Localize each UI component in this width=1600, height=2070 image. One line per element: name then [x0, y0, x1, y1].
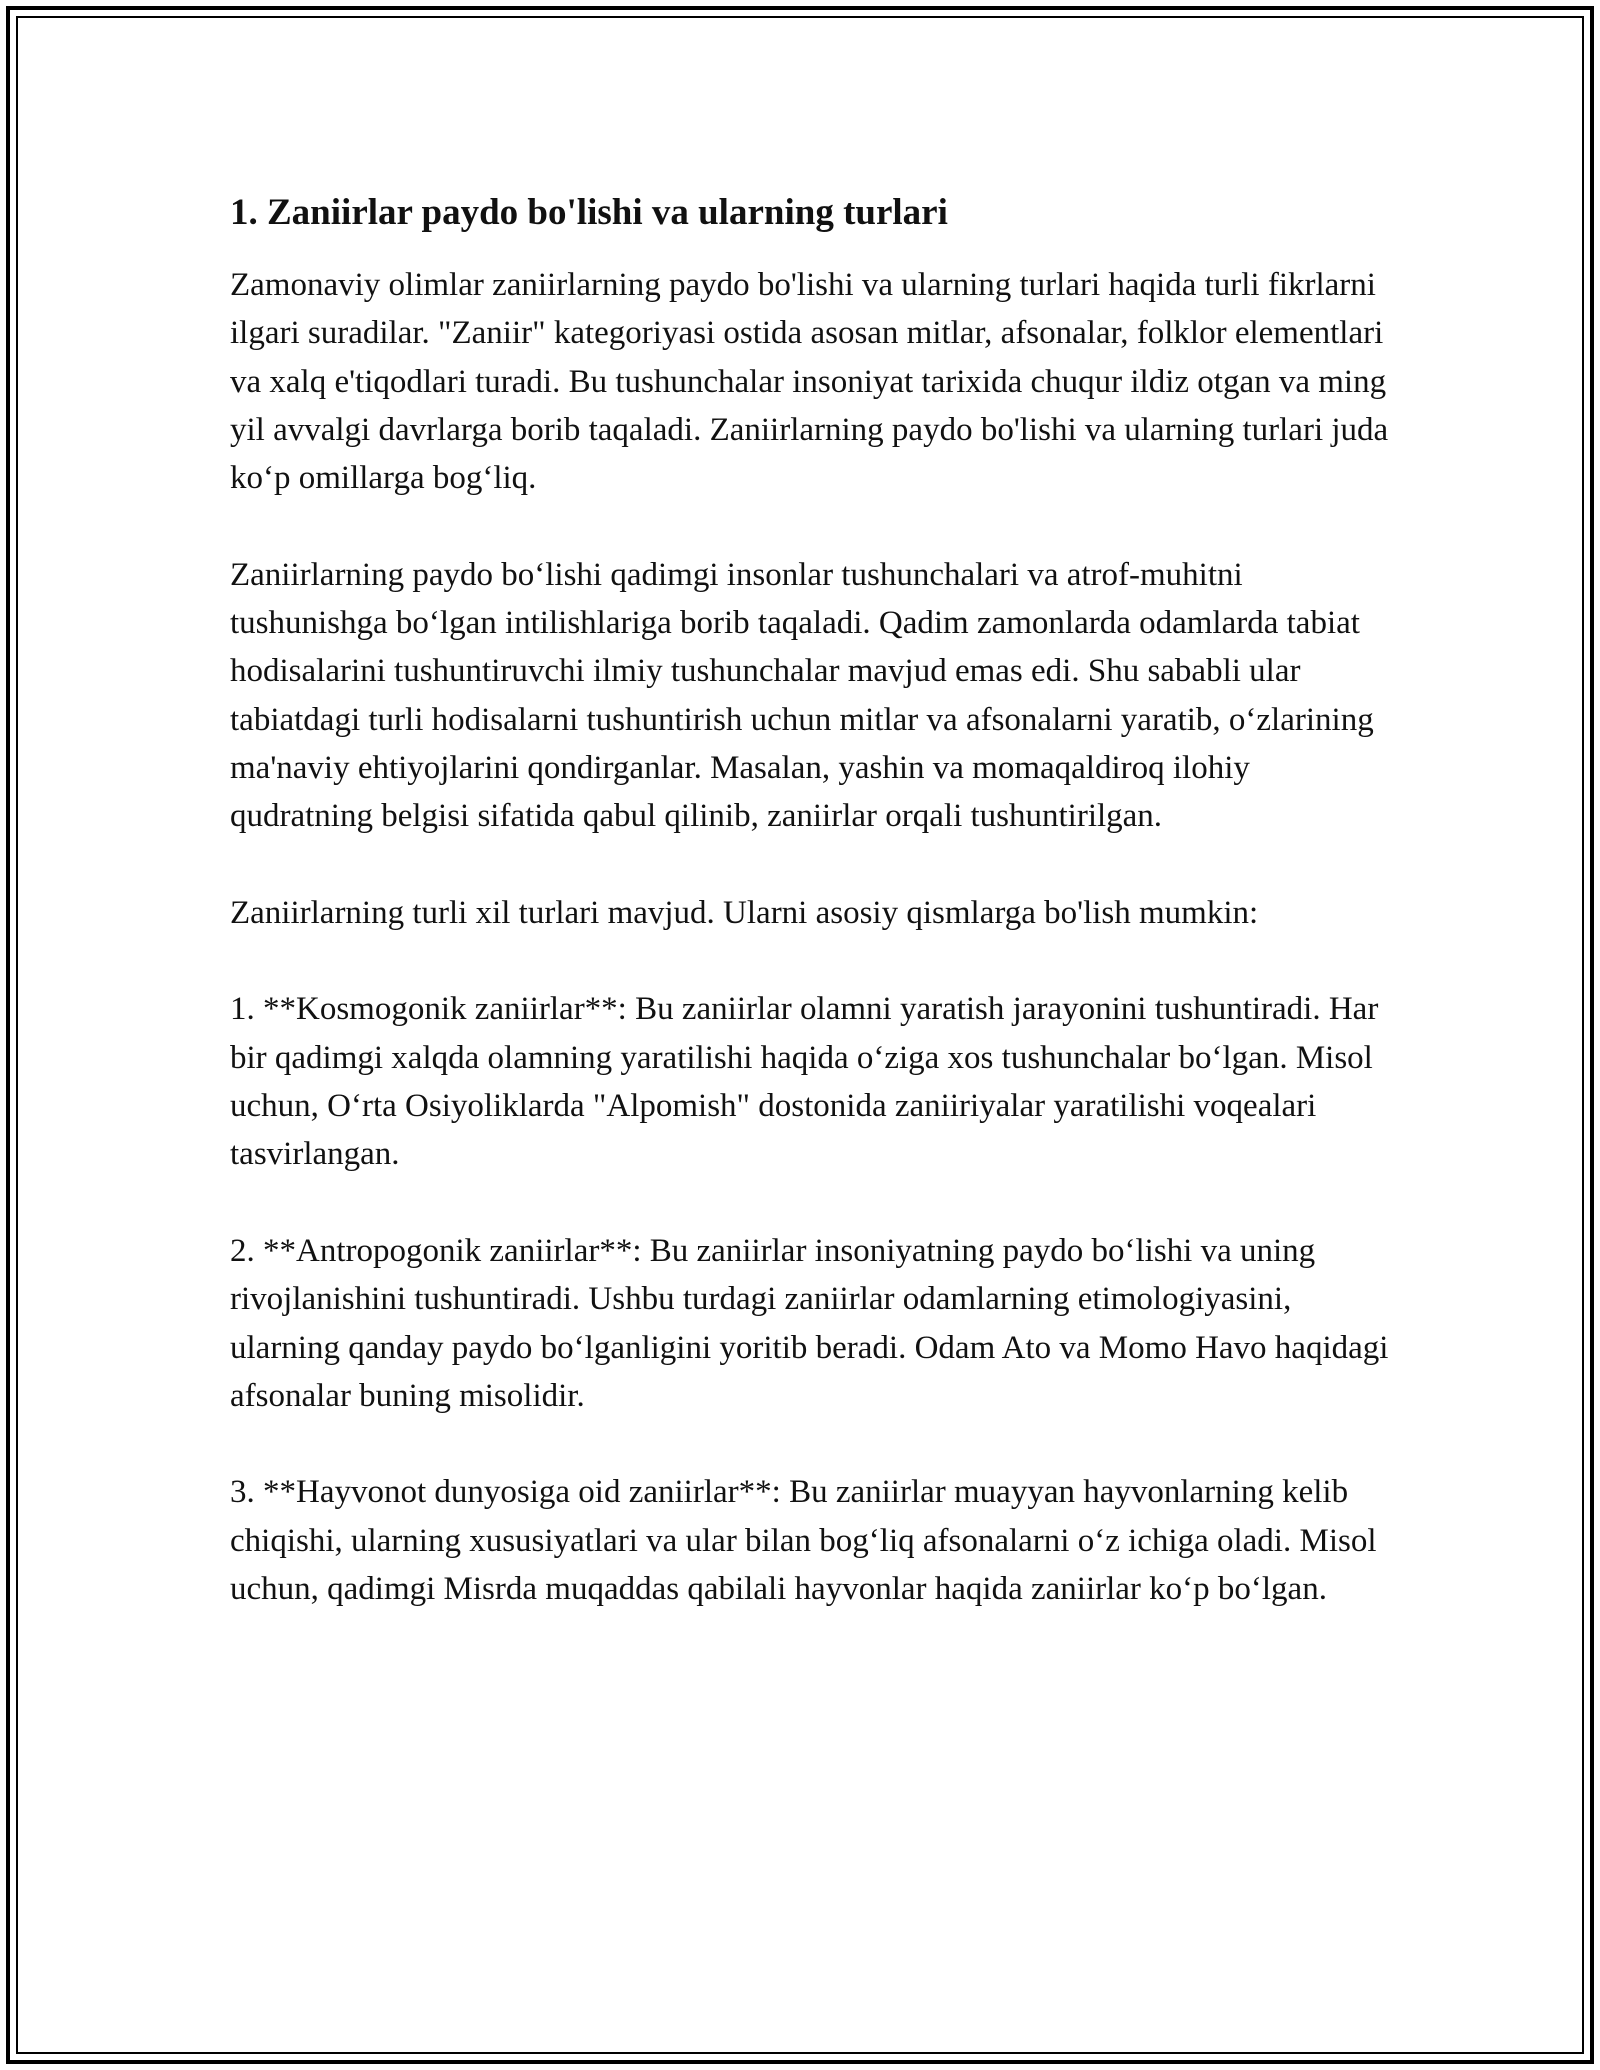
paragraph-intro: Zamonaviy olimlar zaniirlarning paydo bo'lishi va ularning turlari haqida turli fikrlarni ilgari suradilar. "Zaniir" kategoriyasi ostida asosan mitlar, afsonalar, folklor elementlari va xalq e'tiqodlari turadi. Bu tushunchalar insoniyat tarixida chuqur ildiz otgan va ming yil avvalgi davrlarga borib taqaladi. Zaniirlarning paydo bo'lishi va ularning turlari juda ko‘p omillarga bog‘liq.	[230, 267, 1389, 497]
paragraph-origin: Zaniirlarning paydo bo‘lishi qadimgi insonlar tushunchalari va atrof-muhitni tushunishga bo‘lgan intilishlariga borib taqaladi. Qadim zamonlarda odamlarda tabiat hodisalarini tushuntiruvchi ilmiy tushunchalar mavjud emas edi. Shu sababli ular tabiatdagi turli hodisalarni tushuntirish uchun mitlar va afsonalarni yaratib, o‘zlarining ma'naviy ehtiyojlarini qondirganlar. Masalan, yashin va momaqaldiroq ilohiy qudratning belgisi sifatida qabul qilinib, zaniirlar orqali tushuntirilgan.	[230, 556, 1374, 835]
paragraph-type-anthropogonic: 2. **Antropogonik zaniirlar**: Bu zaniirlar insoniyatning paydo bo‘lishi va uning rivojlanishini tushuntiradi. Ushbu turdagi zaniirlar odamlarning etimologiyasini, ularning qanday paydo bo‘lganligini yoritib beradi. Odam Ato va Momo Havo haqidagi afsonalar buning misolidir.	[230, 1232, 1389, 1414]
document-title: 1. Zaniirlar paydo bo'lishi va ularning turlari	[230, 192, 948, 233]
document-body	[230, 185, 1390, 1662]
paragraph-type-animal: 3. **Hayvonot dunyosiga oid zaniirlar**: Bu zaniirlar muayyan hayvonlarning kelib chiqishi, ularning xususiyatlari va ular bilan bog‘liq afsonalarni o‘z ichiga oladi. Misol uchun, qadimgi Misrda muqaddas qabilali hayvonlar haqida zaniirlar ko‘p bo‘lgan.	[230, 1474, 1377, 1608]
paragraph-type-cosmogonic: 1. **Kosmogonik zaniirlar**: Bu zaniirlar olamni yaratish jarayonini tushuntiradi. Har bir qadimgi xalqda olamning yaratilishi haqida o‘ziga xos tushunchalar bo‘lgan. Misol uchun, O‘rta Osiyoliklarda "Alpomish" dostonida zaniiriyalar yaratilishi voqealari tasvirlangan.	[230, 991, 1379, 1173]
paragraph-types-intro: Zaniirlarning turli xil turlari mavjud. Ularni asosiy qismlarga bo'lish mumkin:	[230, 894, 1259, 931]
